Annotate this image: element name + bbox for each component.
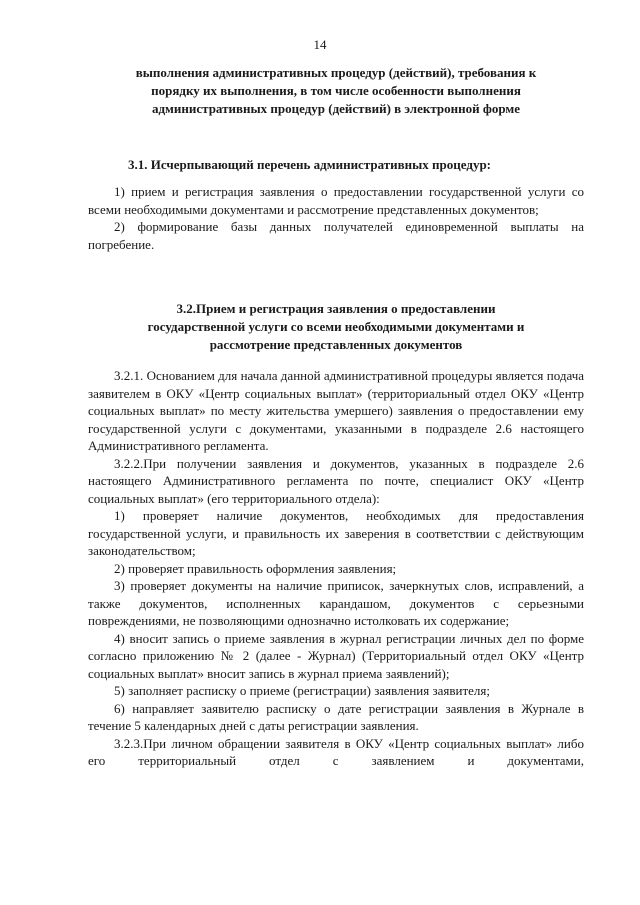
section-intro: [88, 64, 584, 118]
paragraph: 6) направляет заявителю расписку о дате регистрации заявления в Журнале в течение 5 календарных дней с даты регистрации заявления.: [88, 700, 584, 733]
section-3-1-list: [88, 183, 584, 253]
list-item: 2) формирование базы данных получателей единовременной выплаты на погребение.: [88, 219, 584, 252]
paragraph: 5) заполняет расписку о приеме (регистрации) заявления заявителя;: [114, 683, 490, 698]
paragraph: 3) проверяет документы на наличие приписок, зачеркнутых слов, исправлений, а также документов, исполненных карандашом, документов с серьезными повреждениями, не позволяющими однозначно истолковать их содержание;: [88, 578, 584, 628]
section-3-2-body: [88, 367, 584, 770]
intro-line: порядку их выполнения, в том числе особенности выполнения: [151, 83, 521, 98]
paragraph: 4) вносит запись о приеме заявления в журнал регистрации личных дел по форме согласно приложению № 2 (далее - Журнал) (Территориальный отдел ОКУ «Центр социальных выплат» вносит запись в журнал приема заявлений);: [88, 630, 584, 681]
paragraph: 3.2.3.При личном обращении заявителя в ОКУ «Центр социальных выплат» либо его территориальный отдел с заявлением и документами,: [88, 735, 584, 768]
intro-line: административных процедур (действий) в электронной форме: [151, 101, 521, 116]
paragraph: 3.2.2.При получении заявления и документов, указанных в подразделе 2.6 настоящего Административного регламента по почте, специалист ОКУ «Центр социальных выплат» (его территориального отдела):: [88, 455, 584, 506]
paragraph: 2) проверяет правильность оформления заявления;: [114, 560, 397, 576]
intro-line: выполнения административных процедур (действий), требования к: [135, 65, 537, 80]
page-number: 14: [313, 37, 327, 52]
paragraph: 3.2.1. Основанием для начала данной административной процедуры является подача заявителем в ОКУ «Центр социальных выплат» (территориальный отдел ОКУ «Центр социальных выплат» по месту жительства умершего) заявления о предоставлении ему государственной услуги с документами, указанными в подразделе 2.6 настоящего Административного регламента.: [88, 368, 584, 453]
section-3-2-heading: [88, 300, 584, 354]
heading-line: государственной услуги со всеми необходимыми документами и: [147, 319, 525, 334]
heading-line: рассмотрение представленных документов: [209, 337, 463, 352]
heading-line: 3.2.Прием и регистрация заявления о предоставлении: [176, 301, 496, 316]
section-3-1-heading: 3.1. Исчерпывающий перечень административных процедур:: [128, 157, 491, 172]
paragraph: 1) проверяет наличие документов, необходимых для предоставления государственной услуги, и правильность их заверения в соответствии с действующим законодательством;: [88, 508, 584, 558]
list-item: 1) прием и регистрация заявления о предоставлении государственной услуги со всеми необходимыми документами и рассмотрение представленных документов;: [88, 184, 584, 217]
